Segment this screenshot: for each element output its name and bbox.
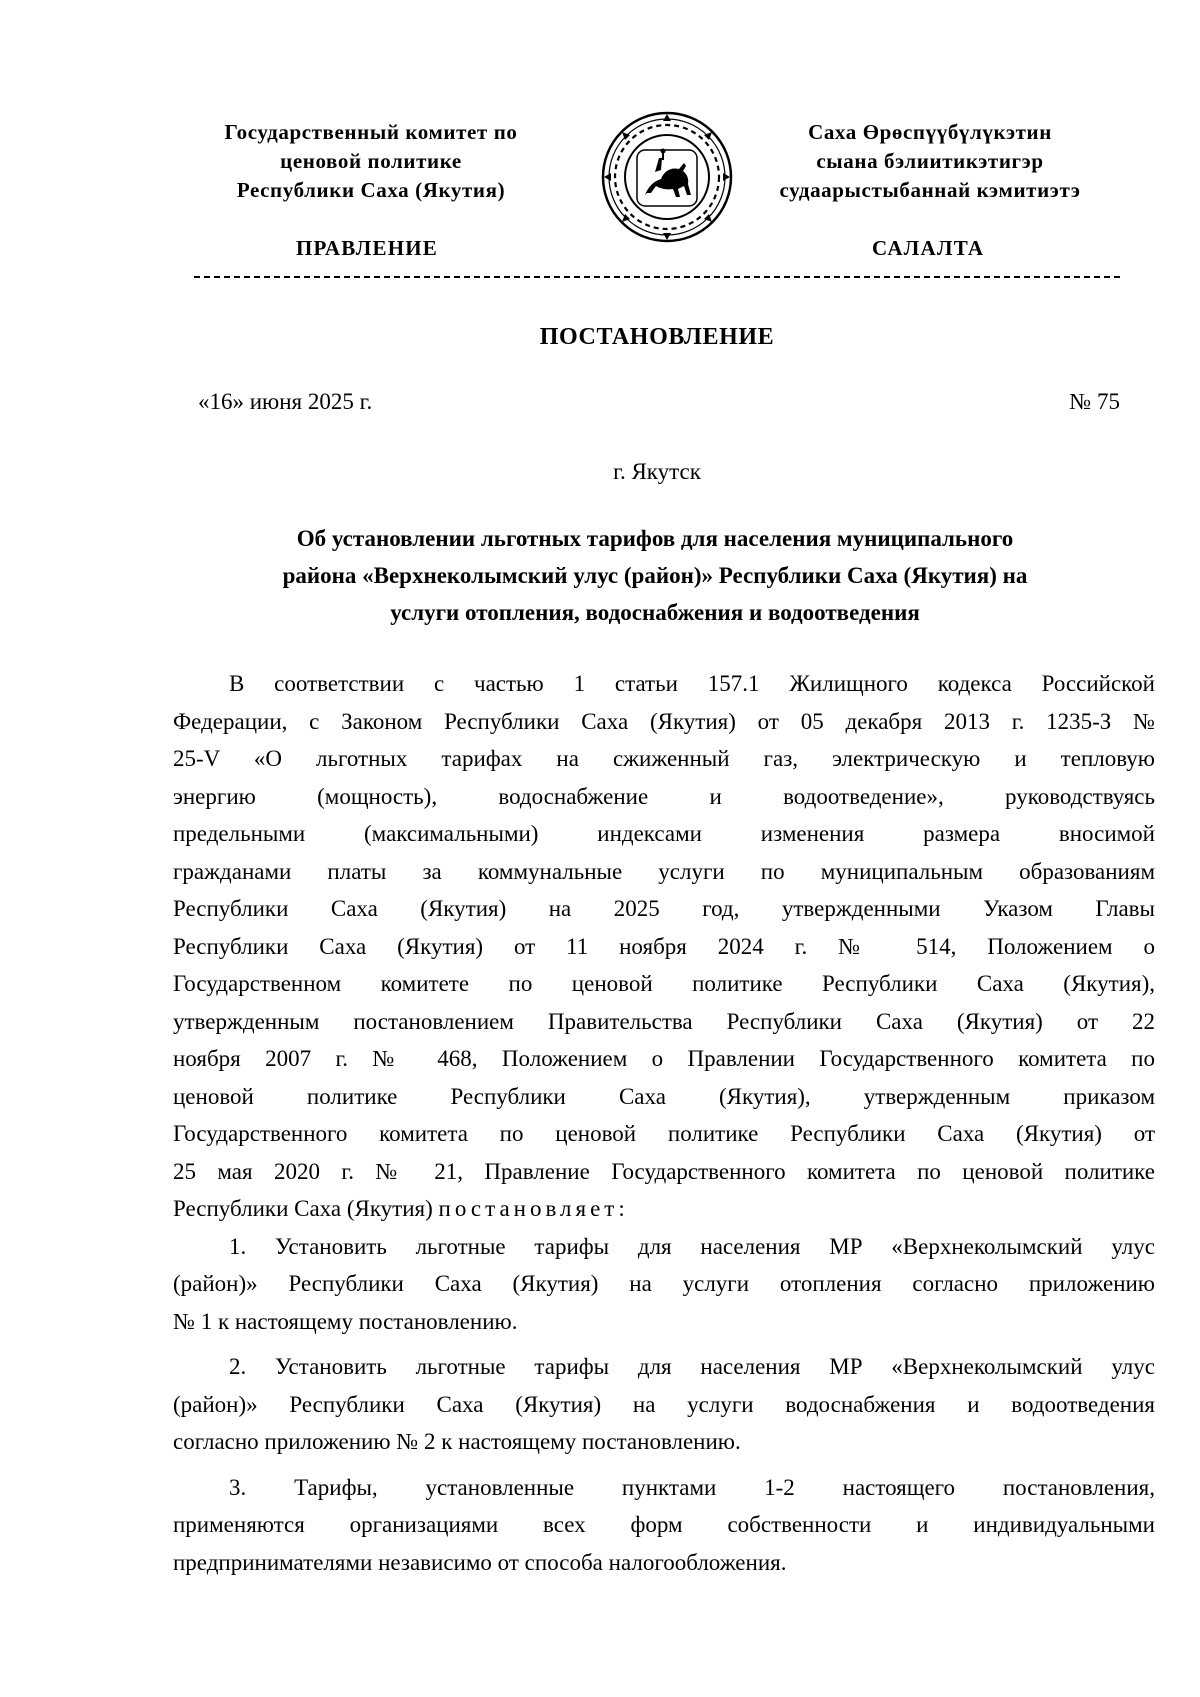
text-line: предпринимателями независимо от способа налогообложения.: [173, 1549, 787, 1575]
org-name-russian: [186, 118, 556, 205]
text-line: [173, 1190, 1155, 1228]
text-line: 2. Установить льготные тарифы для населения МР «Верхнеколымский улус: [229, 1354, 1155, 1379]
text-line: (район)» Республики Саха (Якутия) на услуги отопления согласно приложению: [173, 1271, 1155, 1296]
text-line: Государственном комитете по ценовой политике Республики Саха (Якутия),: [173, 971, 1155, 996]
text-line: утвержденным постановлением Правительства Республики Саха (Якутия) от 22: [173, 1008, 1155, 1034]
org-name-line: судаарыстыбаннай кэмитиэтэ: [779, 178, 1081, 202]
document-body: [173, 665, 1155, 1581]
org-name-line: Государственный комитет по: [224, 120, 518, 144]
text-line: 25-V «О льготных тарифах на сжиженный газ, электрическую и тепловую: [173, 746, 1155, 771]
text-line: Государственного комитета по ценовой политике Республики Саха (Якутия) от: [173, 1121, 1155, 1146]
org-name-line: ценовой политике: [280, 149, 462, 173]
org-name-line: Республики Саха (Якутия): [236, 178, 506, 202]
text-line: 1. Установить льготные тарифы для населения МР «Верхнеколымский улус: [229, 1233, 1155, 1259]
document-title: [150, 520, 1160, 631]
text-line: ноября 2007 г. № 468, Положением о Правлении Государственного комитета по: [173, 1046, 1155, 1071]
text-line: применяются организациями всех форм собственности и индивидуальными: [173, 1512, 1155, 1537]
item-3-paragraph: [173, 1469, 1155, 1582]
republic-emblem-icon: [600, 110, 734, 244]
resolution-verb: постановляет:: [438, 1196, 629, 1221]
item-2-paragraph: [173, 1348, 1155, 1461]
text-line: (район)» Республики Саха (Якутия) на услуги водоснабжения и водоотведения: [173, 1391, 1155, 1417]
text-line: 25 мая 2020 г. № 21, Правление Государственного комитета по ценовой политике: [173, 1158, 1155, 1184]
text-line: Федерации, с Законом Республики Саха (Якутия) от 05 декабря 2013 г. 1235-З №: [173, 708, 1155, 734]
document-city: г. Якутск: [613, 459, 701, 484]
text-line: согласно приложению № 2 к настоящему постановлению.: [173, 1429, 741, 1454]
resolution-lead-text: Республики Саха (Якутия): [173, 1196, 439, 1221]
preamble-paragraph: [173, 665, 1155, 1228]
title-line: Об установлении льготных тарифов для населения муниципального: [296, 526, 1014, 551]
text-line: предельными (максимальными) индексами изменения размера вносимой: [173, 821, 1155, 846]
document-type: ПОСТАНОВЛЕНИЕ: [539, 324, 775, 350]
text-line: Республики Саха (Якутия) от 11 ноября 2024 г. № 514, Положением о: [173, 933, 1155, 959]
text-line: ценовой политике Республики Саха (Якутия), утвержденным приказом: [173, 1083, 1155, 1109]
org-name-sakha: [745, 118, 1115, 205]
header-divider: [194, 276, 1120, 278]
text-line: гражданами платы за коммунальные услуги по муниципальным образованиям: [173, 858, 1155, 884]
text-line: энергию (мощность), водоснабжение и водоотведение», руководствуясь: [173, 783, 1155, 809]
text-line: № 1 к настоящему постановлению.: [173, 1308, 518, 1334]
org-name-line: Саха Өрөспүүбүлүкэтин: [808, 120, 1052, 144]
document-number: № 75: [1069, 389, 1120, 414]
text-line: Республики Саха (Якутия) на 2025 год, утвержденными Указом Главы: [173, 896, 1155, 921]
board-label-russian: ПРАВЛЕНИЕ: [296, 236, 438, 260]
text-line: 3. Тарифы, установленные пунктами 1-2 настоящего постановления,: [229, 1474, 1155, 1500]
title-line: услуги отопления, водоснабжения и водоотведения: [390, 600, 920, 625]
board-label-sakha: САЛАЛТА: [872, 236, 985, 260]
text-line: В соответствии с частью 1 статьи 157.1 Жилищного кодекса Российской: [229, 671, 1155, 696]
item-1-paragraph: [173, 1228, 1155, 1341]
org-name-line: сыана бэлиитикэтигэр: [816, 149, 1044, 173]
document-date: «16» июня 2025 г.: [198, 389, 373, 414]
title-line: района «Верхнеколымский улус (район)» Республики Саха (Якутия) на: [282, 563, 1028, 588]
